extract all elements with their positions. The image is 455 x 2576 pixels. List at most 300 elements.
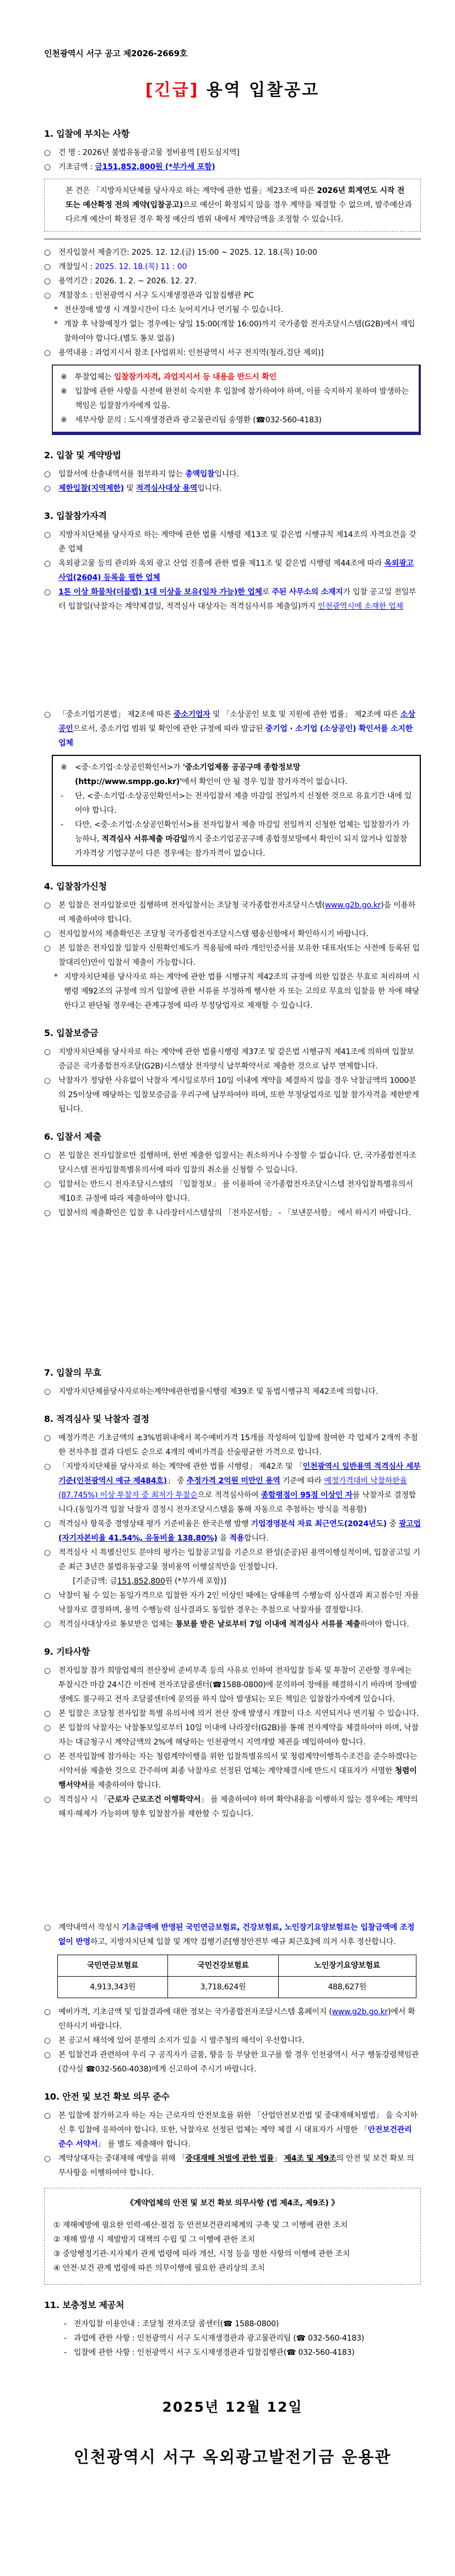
text-segment: [긴급] [145,80,199,100]
line-content [58,528,421,556]
text-segment: 계약상대자는 중대재해 예방을 위해 「 [58,2154,186,2163]
text-segment: 입찰서에 산출내역서를 첨부하지 않는 [58,470,186,479]
bullet-marker: ○ [44,530,51,539]
text-segment: 과업에 관한 사항 : 인천광역시 서구 도시재생경관과 광고물관리팀 (☎ 032-560-4183) [74,2334,365,2343]
section-heading [44,509,421,523]
line-content [74,2346,421,2360]
text-segment: 3. 입찰참가자격 [44,511,107,521]
bullet-marker: ○ [44,1209,51,1217]
bullet-marker: ○ [44,901,51,910]
text-segment: 원 (*부가세 포함)] [165,1577,226,1586]
text-segment: 본 입찰에 참가하고자 하는 자는 근로자의 안전보호를 위한 「산업안전보건법 및 중대재해처벌법」 을 숙지하신 후 입찰에 응하여야 합니다. 또한, 낙찰자로 선정된 업체는 계약 체결 시 대표자가 서명한 「 [58,2111,418,2134]
line-content [66,184,414,227]
doc-line [44,970,421,1013]
doc-line [44,1721,421,1749]
table-cell: 488,627원 [278,1977,416,1998]
box-line [61,413,411,427]
bullet-marker: ※ [61,387,67,396]
doc-line [44,2005,421,2033]
bullet-marker: ○ [44,2051,51,2059]
text-segment: 중소기업자 [173,710,210,719]
line-content [75,760,412,789]
line-content [74,2317,421,2331]
line-content [58,467,421,481]
line-content [58,1617,421,1632]
text-segment: 청렴이행서약서 [58,1767,417,1790]
doc-line [44,1663,421,1706]
bullet-marker: * [54,320,58,329]
text-segment: 에서 확인이 안 될 경우 입찰 참가자격이 없습니다. [182,777,348,786]
line-content [75,789,412,818]
doc-line [44,2346,421,2360]
line-content [64,317,421,346]
hyperlink-text[interactable]: www.g2b.go.kr [332,2008,388,2016]
box-line [61,384,411,413]
bullet-marker: * [54,305,58,314]
bullet-marker: ○ [44,1076,51,1085]
text-segment: 제한입찰(지역제한) [58,484,124,493]
text-segment: 」 를 별도 제출해야 합니다. [98,2140,191,2149]
text-segment: 를 낙찰자로 결정합니다.(동일가격 입찰 낙찰자 결정시 전자조달시스템을 통해 자동으로 추첨하는 방식을 적용함) [58,1491,416,1514]
text-segment: 및 「소상공인 보호 및 지원에 관한 법률」 제2조에 따른 [210,710,400,719]
text-segment: 2026년 회계연도 시작 전 또는 예산확정 전의 계약(입찰공고) [66,186,405,210]
text-segment: 근로자 근로조건 이행확약서 [107,1795,201,1804]
text-segment: 본 입찰은 전자입찰로만 집행하며 전자입찰서는 조달청 국가종합전자조달시스템( [58,901,325,910]
text-segment: 5. 입찰보증금 [44,1028,99,1038]
text-segment: 를 소지한 업체 [58,724,413,748]
doc-line [44,1459,421,1517]
bullet-marker: - [64,2320,67,2328]
line-content [58,346,421,360]
line-content [58,941,421,970]
bullet-marker: ○ [44,277,51,286]
text-segment: 8. 적격심사 및 낙찰자 결정 [44,1414,149,1424]
text-segment: 입찰서의 제출확인은 입찰 후 나라장터시스템상의 「전자문서함」 - 「보낸문서함」 에서 하시기 바랍니다. [58,1209,411,1217]
text-segment: 를 제출하여야 합니다. [88,1781,161,1790]
text-segment: 입찰서는 반드시 전자조달시스템의 「입찰정보」 를 이용하여 국가종합전자조달시스템 전자입찰특별유의서 제10조 규정에 따라 제출하여야 합니다. [58,1180,413,1203]
text-segment: 으로서, 중소기업 범위 및 확인에 관한 규정에 따라 발급된 [73,724,266,733]
bullet-marker: ○ [44,470,51,479]
text-segment: 추정가격 2억원 미만인 용역 [186,1477,280,1485]
doc-line [44,1517,421,1545]
line-content [58,707,421,750]
bullet-marker: ○ [44,944,51,953]
table-header-row [58,1955,416,1977]
text-segment: 합니다. [244,1534,269,1543]
text-segment: <중·소기업·소상공인확인서>가 [75,763,183,772]
text-segment: 기초금액에 반영된 국민연금보험료, 건강보험료, 노인장기요양보험료는 입찰금액에 조정 없이 반영 [58,1923,415,1946]
table-column-header: 국민건강보험료 [168,1955,278,1977]
text-segment: 기업경영분석 자료 최근연도 [251,1520,344,1528]
bullet-marker: ○ [44,1752,51,1761]
box-line [61,760,412,789]
obligation-item: ③ 중앙행정기관·지자체가 관계 법령에 따라 개선, 시정 등을 명한 사항의 이행에 관한 조치 [53,2250,350,2258]
bullet-marker: ○ [44,559,51,568]
line-content [58,1721,421,1749]
doc-line [44,1206,421,1220]
text-segment: 개찰일시 : [58,262,95,271]
bullet-marker: ○ [44,1048,51,1056]
text-segment: 건 명 : 2026년 불법유동광고물 정비용역 [원도심지역] [58,148,240,157]
doc-line [44,146,421,160]
doc-line [44,1545,421,1574]
bullet-marker: ○ [44,248,51,257]
text-segment: )을 이용하여 제출하여야 합니다. [58,901,416,924]
text-segment: 용역 입찰공고 [199,80,320,100]
text-segment: 중 [387,1520,399,1528]
bullet-marker: ○ [44,1151,51,1160]
doc-line [44,2331,421,2346]
section-heading [44,1366,421,1380]
line-content [58,2033,421,2048]
text-segment: 인천광역시에 소재한 업체 [317,602,403,611]
text-segment: 옥외광고물 등의 관리와 옥외 광고 산업 진흥에 관한 법률 제11조 및 같은법 시행령 제44조에 따라 [58,559,384,568]
text-segment: 전산장애 발생 시 개찰시간이 다소 늦어지거나 연기될 수 있습니다. [64,305,283,314]
text-segment: 종합평점이 95점 이상인 자 [261,1491,353,1500]
table-body [58,1977,416,1998]
text-segment: 11. 보충정보 제공처 [44,2300,124,2310]
text-segment: 지방자치단체를 당사자로 하는 계약에 관한 법률 시행령 제13조 및 같은법 시행규칙 제14조의 자격요건을 갖춘 업체 [58,530,416,554]
text-segment: 전자입찰 참가 희망업체의 전산장비 준비부족 등의 사유로 인하여 전자입찰 등록 및 투찰이 곤란할 경우에는 투찰시간 마감 24시간 이전에 전자조달콜센터(☎1588-0800)에 문의하여 장애를 해결하시기 바라며 장애발생에도 불구하고 전자 조달콜센터에 문의를 하지 않아 발생되는 모든 책임은 입찰참가자에게 있습니다. [58,1666,417,1704]
text-segment: 기준에 따라 [280,1477,324,1485]
text-segment: )에서 확인하시기 바랍니다. [58,2008,415,2031]
doc-line [44,274,421,288]
line-content [58,2048,421,2076]
line-content [58,2108,421,2151]
text-segment: 인천광역시 서구 공고 제2026-2669호 [44,49,188,58]
text-segment: 지방자치단체를 당사자로 하는 계약에 관한 법률시행령 제37조 및 같은법 시행규칙 제41조에 의하며 입찰보증금은 국가종합전자조달(G2B)시스템상 전자양식 납부확약서로 제출한 것으로 납부 면제합니다. [58,1048,414,1071]
text-segment: 적격심사 서류제출 마감일 [101,835,188,844]
text-segment: 1톤 이상 화물차(더블캡) 1대 이상을 보유(임차 가능)한 업체 [58,588,262,597]
line-content [58,1045,421,1074]
bullet-marker: ○ [44,1795,51,1804]
text-segment: 9. 기타사항 [44,1646,90,1657]
safety-obligations-box [44,2188,421,2285]
text-segment: 10. 안전 및 보건 확보 의무 준수 [44,2091,170,2102]
text-segment: 용역기간 : 2026. 1. 2. ~ 2026. 12. 27. [58,277,197,286]
bullet-marker: ※ [61,373,67,382]
bullet-marker: - [64,2348,67,2357]
plain-box [52,755,421,866]
text-segment: 통보를 받은 날로부터 7일 이내에 적격심사 서류를 제출 [175,1620,361,1629]
text-segment: 중대재해 처벌에 관한 법률 [185,2154,274,2163]
notice-box [52,364,421,435]
bullet-marker: ○ [44,588,51,597]
text-segment: 인천광역시 일반용역 적격심사 세부기준(인천광역시 예규 제484호) [58,1462,421,1485]
section-heading [44,448,421,463]
text-segment: 제4조 및 제9조 [284,2154,337,2163]
doc-line [44,481,421,496]
table-cell: 4,913,343원 [58,1977,168,1998]
line-content [58,260,421,274]
text-segment: 으로 예산이 확정되지 않을 경우 계약을 체결할 수 없으며, 발주예산과 다르게 예산이 확정된 경우 확정 예산의 범위 내에서 계약금액을 조정할 수 있습니다. [66,201,412,224]
text-segment: 총액입찰 [185,470,215,479]
text-segment: 예비가격, 기초금액 및 입찰결과에 대한 정보는 국가종합전자조달시스템 홈페이지 ( [58,2008,332,2016]
obligation-item: ② 재해 발생 시 재발방지 대책의 수립 및 그 이행에 관한 조치 [53,2235,255,2244]
doc-line [44,245,421,260]
text-segment: 소상공인 [58,710,415,733]
section-heading [44,1412,421,1426]
bullet-marker: ○ [44,1548,51,1557]
text-segment: 주된 사무소의 소재지 [272,588,343,597]
text-segment: 및 [124,484,136,493]
text-segment: 본 입찰은 전자입찰 입찰자 신원확인제도가 적용됨에 따라 개인인증서를 보유한 대표자(또는 사전에 등록된 입찰대리인)만이 입찰서 제출이 가능합니다. [58,944,420,967]
box-line [61,818,412,861]
line-content [58,481,421,496]
text-segment: 본 공고서 해석에 있어 분쟁의 소지가 있을 시 발주청의 해석이 우선합니다. [58,2036,305,2045]
doc-line [44,1384,421,1399]
bullet-marker: ○ [44,1620,51,1629]
text-segment: 하여야 합니다. [360,1620,409,1629]
text-segment: 2025년 12월 12일 [162,2399,303,2415]
text-segment: 본 입찰건과 관련하여 우리 구 공직자가 금품, 향응 등 부당한 요구를 할 경우 인천광역시 서구 행동강령책임관(감사실 ☎032-560-4038)에게 신고하여 주시기 바랍니다. [58,2051,419,2074]
line-content [75,384,411,413]
doc-line [44,1617,421,1632]
line-content [58,1517,421,1545]
text-segment: 단, <중·소기업·소상공인확인서>는 전자입찰서 제출 마감일 전일까지 신청한 것으로 유효기간 내에 있어야 합니다. [75,792,412,815]
line-content [58,927,421,941]
text-segment: 으로 적격심사하여 [197,1491,261,1500]
bullet-marker: ○ [44,348,51,357]
text-segment: 적격심사 시 특별신인도 분야의 평가는 입찰공고일을 기준으로 완성(준공)된 용역이행실적이며, 입찰공고일 기준 최근 3년간 불법유동광고물 정비용역 이행실적만을 인정합니다. [58,1548,420,1571]
box-line [51,184,414,227]
line-content [58,1920,421,1949]
line-content [58,1206,421,1220]
line-content [75,413,411,427]
doc-line [44,1177,421,1206]
text-segment: 적용 [229,1534,245,1543]
line-content [58,1149,421,1177]
doc-line [44,467,421,481]
text-segment: 옥외광고사업(2604) 등록을 필한 업체 [58,559,414,582]
text-segment: 」 [274,2154,284,2163]
text-segment: 광고업(자기자본비율 41.54%, 유동비율 138.80%) [58,1520,421,1543]
text-segment: 계약내역서 작성시 [58,1923,122,1932]
line-content [58,1749,421,1793]
line-content [58,160,421,174]
text-segment: 가 입찰 공고일 전일부터 입찰일(낙찰자는 계약체결일, 적격심사 대상자는 적격심사서류 제출일)까지 [58,588,416,611]
text-segment: 「지방자치단체를 당사자로 하는 계약에 관한 법률 시행령」 제42조 및 「 [58,1462,303,1471]
doc-line [44,1431,421,1459]
line-content [58,1074,421,1117]
doc-line [44,941,421,970]
doc-line [44,160,421,174]
text-segment: 적격심사대상 용역 [136,484,198,493]
text-segment: 로 [262,588,272,597]
doc-line [44,1149,421,1177]
line-content [58,898,421,927]
section-heading [44,879,421,894]
line-content [58,1431,421,1459]
text-segment: 입니다. [197,484,222,493]
text-segment: 예정가격은 기초금액의 ±3%범위내에서 복수예비가격 15개를 작성하여 입찰에 참여한 각 업체가 2개씩 추첨한 전자추첨 결과 다빈도 순으로 4개의 예비가격을 산술평균한 가격으로 합니다. [58,1434,418,1457]
text-segment: 」 중 [166,1477,187,1485]
line-content [58,274,421,288]
text-segment: 하고, 지방자치단체 입찰 및 계약 집행기준[행정안전부 예규 최근호]에 의거 사후 정산합니다. [90,1938,396,1946]
section-heading [44,2090,421,2104]
text-segment: 입찰에 관한 사항을 사전에 완전히 숙지한 후 입찰에 참가하여야 하며, 이를 숙지하지 못하여 발생하는 책임은 입찰참가자에게 있음. [75,387,409,410]
table-row [58,1977,416,1998]
bullet-marker: ○ [44,1434,51,1442]
obligations-box-title: 《계약업체의 안전 및 보건 확보 의무사항 (법 제4조, 제9조) 》 [126,2199,339,2208]
doc-line [44,2108,421,2151]
doc-line [44,2048,421,2076]
doc-number [44,47,421,60]
text-segment: 7. 입찰의 무효 [44,1367,101,1378]
line-content [58,2005,421,2033]
doc-line [44,1588,421,1617]
section-heading [44,1645,421,1659]
text-segment: 적격심사 항목중 경영상태 평가 기준비율은 한국은행 발행 [58,1520,251,1528]
insurance-premium-table [57,1955,416,1998]
table-column-header: 국민연금보험료 [58,1955,168,1977]
text-segment: 까지 중소기업공공구매 종합정보망에서 확인이 되지 않거나 입찰참가자격상 기업구분이 다른 경우에는 참가자격이 없습니다. [75,835,407,858]
line-content [75,818,412,861]
bullet-marker: - [61,820,63,829]
bullet-marker: ○ [44,1591,51,1600]
text-segment: 입찰참가자격, 과업지시서 등 내용을 반드시 확인 [113,373,277,382]
bullet-marker: ○ [44,930,51,938]
bullet-marker: ※ [61,763,67,772]
issuing-authority-signature [44,2445,421,2467]
doc-line [44,1045,421,1074]
text-segment: 전자입찰서 제출기간: 2025. 12. 12.(금) 15:00 ~ 2025. 12. 18.(목) 10:00 [58,248,317,257]
box-line [61,370,411,384]
bullet-marker: ○ [44,484,51,493]
line-content [58,245,421,260]
line-content [58,556,421,585]
hyperlink-text[interactable]: www.g2b.go.kr [324,901,381,910]
bullet-marker: - [61,792,63,801]
section-heading [44,1130,421,1144]
bullet-marker: ○ [44,710,51,719]
bullet-marker: ○ [44,1724,51,1732]
text-segment: 」 를 제출하여야 하며 확약내용을 이행하지 않는 경우에는 계약의 해지·해제가 가능하며 향후 입찰참가를 제한할 수 있습니다. [58,1795,418,1818]
text-segment: 다만, <중·소기업·소상공인확인서>를 전자입찰서 제출 마감일 전일까지 신청한 업체는 입찰참가가 가능하나, [75,820,410,844]
text-segment: 6. 입찰서 제출 [44,1131,101,1142]
text-segment: 151,852,800 [117,1577,165,1586]
text-segment: 중기업 · 소기업 (소상공인) 확인서 [265,724,381,733]
bullet-marker: ○ [44,1520,51,1528]
bullet-marker: ○ [44,1923,51,1932]
doc-line [44,898,421,927]
text-segment: 전자입찰서의 제출확인은 조달청 국가종합전자조달시스템 웹송신함에서 확인하시기 바랍니다. [58,930,369,938]
text-segment: (2024년도) [344,1520,387,1528]
text-segment: 본 전자입찰에 참가하는 자는 청렴계약이행을 위한 입찰특별유의서 및 청렴계약이행특수조건을 준수하겠다는 서약서를 제출한 것으로 간주하며 최종 낙찰자로 선정된 업체는 계약체결시에 반드시 대표자가 서명한 [58,1752,418,1775]
line-content [64,303,421,317]
line-content [58,1545,421,1574]
doc-line [44,1074,421,1117]
bullet-marker: ○ [44,163,51,171]
doc-line [44,317,421,346]
doc-line [44,346,421,360]
text-segment: 4. 입찰참가신청 [44,881,107,892]
text-segment: 본 입찰의 낙찰자는 낙찰통보일로부터 10일 이내에 나라장터(G2B)를 통해 전자계약을 체결하여야 하며, 낙찰자는 대금청구시 계약금액의 2%에 해당하는 인천광역시 지역개발 채권을 매입하여야 합니다. [58,1724,419,1747]
text-segment: 입니다. [214,470,239,479]
line-content [58,1459,421,1517]
text-segment: 1. 입찰에 부치는 사항 [44,128,129,139]
line-content [75,370,411,384]
doc-line [44,1574,421,1588]
page-title [44,79,421,101]
text-segment: 전자입찰 이용안내 : 조달청 전자조달 콜센터(☎ 1588-0800) [74,2320,279,2328]
box-line [61,789,412,818]
line-content [58,288,421,303]
text-segment: 세부사항 문의 : 도시재생경관과 광고물관리팀 송명환 (☎032-560-4183) [75,416,322,425]
line-content [58,1588,421,1617]
page-break-gap [44,1821,421,1920]
text-segment: 지방자치단체를 당사자로 하는 계약에 관한 법률 시행규칙 제42조의 규정에 의한 입찰은 무효로 처리하며 시행령 제92조의 규정에 의거 입찰에 관한 서류를 부정하게 행사한 자 또는 고의로 무효의 입찰을 한 자에 해당한다고 판단될 경우에는 관계규정에 따라 부정당업자로 제재할 수 있습니다. [64,973,420,1010]
line-content [58,1663,421,1706]
hyperlink-text[interactable]: '중소기업제품 공공구매 종합정보망(http://www.smpp.go.kr)' [75,763,300,786]
doc-line [44,707,421,750]
doc-line [44,528,421,556]
text-segment: 의 안전 및 보건 확보 의무사항을 이행하여야 합니다. [58,2154,414,2177]
bullet-marker: - [64,2334,67,2343]
bullet-marker: ○ [44,2008,51,2016]
text-segment: 인천광역시 서구 옥외광고발전기금 운용관 [73,2448,392,2466]
bullet-marker: ○ [44,1666,51,1675]
text-segment: 기초금액 : [58,163,95,171]
text-segment: 안전보건관리 준수 서약서 [58,2126,412,2149]
section-heading [44,2298,421,2312]
obligation-item: ④ 안전·보건 관계 법령에 따른 의무이행에 필요한 관리상의 조치 [53,2264,265,2273]
bullet-marker: ○ [44,2154,51,2163]
obligation-item: ① 재해예방에 필요한 인력·예산·점검 등 안전보건관리체계의 구축 및 그 이행에 관한 조치 [53,2221,348,2230]
page-break-gap [44,1220,421,1353]
section-heading [44,127,421,141]
line-content [58,146,421,160]
text-segment: 개찰 후 낙찰예정가 없는 경우에는 당일 15:00(개찰 16:00)까지 국가종합 전자조달시스템(G2B)에서 재입찰하여야 합니다.(별도 통보 없음) [64,320,415,343]
text-segment: 개찰장소 : 인천광역시 서구 도시재생경관과 입찰집행관 PC [58,291,254,300]
text-segment: [기준금액: 금 [73,1577,117,1586]
line-content [58,1177,421,1206]
line-content [74,2331,421,2346]
text-segment: 용역내용 : 과업지시서 참조 [사업위치: 인천광역시 서구 전지역(청라,검단 제외)] [58,348,324,357]
bullet-marker: ○ [44,1709,51,1718]
table-head [58,1955,416,1977]
text-segment: 적격심사대상자로 통보받은 업체는 [58,1620,176,1629]
doc-line [44,585,421,614]
bullet-marker: ○ [44,291,51,300]
table-column-header: 노인장기요양보험료 [278,1955,416,1977]
doc-line [44,927,421,941]
text-segment: 본 입찰은 조달청 전자입찰 특별 유의서에 의거 전산 장애 발생시 개찰이 다소 지연되거나 연기될 수 있습니다. [58,1709,419,1718]
text-segment: 금151,852,800원 (*부가세 포함) [95,163,215,171]
bullet-marker: ○ [44,1387,51,1396]
announcement-date [44,2396,421,2416]
line-content [73,1574,421,1588]
bullet-marker: ※ [61,416,67,425]
section-heading [44,1026,421,1040]
bullet-marker: * [54,973,58,981]
line-content [64,970,421,1013]
line-content [58,2151,421,2180]
section-divider [44,238,421,240]
doc-line [44,1793,421,1821]
text-segment: 본 입찰은 전자입찰로만 집행하며, 한번 제출한 입찰서는 취소하거나 수정할 수 없습니다. 단, 국가종합전자조달시스템 전자입찰특별유의서에 따라 입찰의 취소를 신청할 수 있습니다. [58,1151,417,1174]
bullet-spacer [51,184,66,227]
text-segment: 본 건은 「지방자치단체를 당사자로 하는 계약에 관한 법률」제23조에 따른 [66,186,317,195]
doc-line [44,2317,421,2331]
text-segment: 낙찰자가 정당한 사유없이 낙찰자 게시일로부터 10일 이내에 계약을 체결하지 않을 경우 낙찰금액의 1000분의 25이상에 해당하는 입찰보증금을 우리구에 납부하여야 하며, 또한 부정당업자로 입찰 참가자격을 제한받게 됩니다. [58,1076,419,1114]
bullet-marker: ○ [44,1462,51,1471]
doc-line [44,288,421,303]
line-content [58,1706,421,1721]
text-segment: 적격심사 시 「 [58,1795,107,1804]
page-break-gap [44,614,421,707]
doc-line [44,1749,421,1793]
